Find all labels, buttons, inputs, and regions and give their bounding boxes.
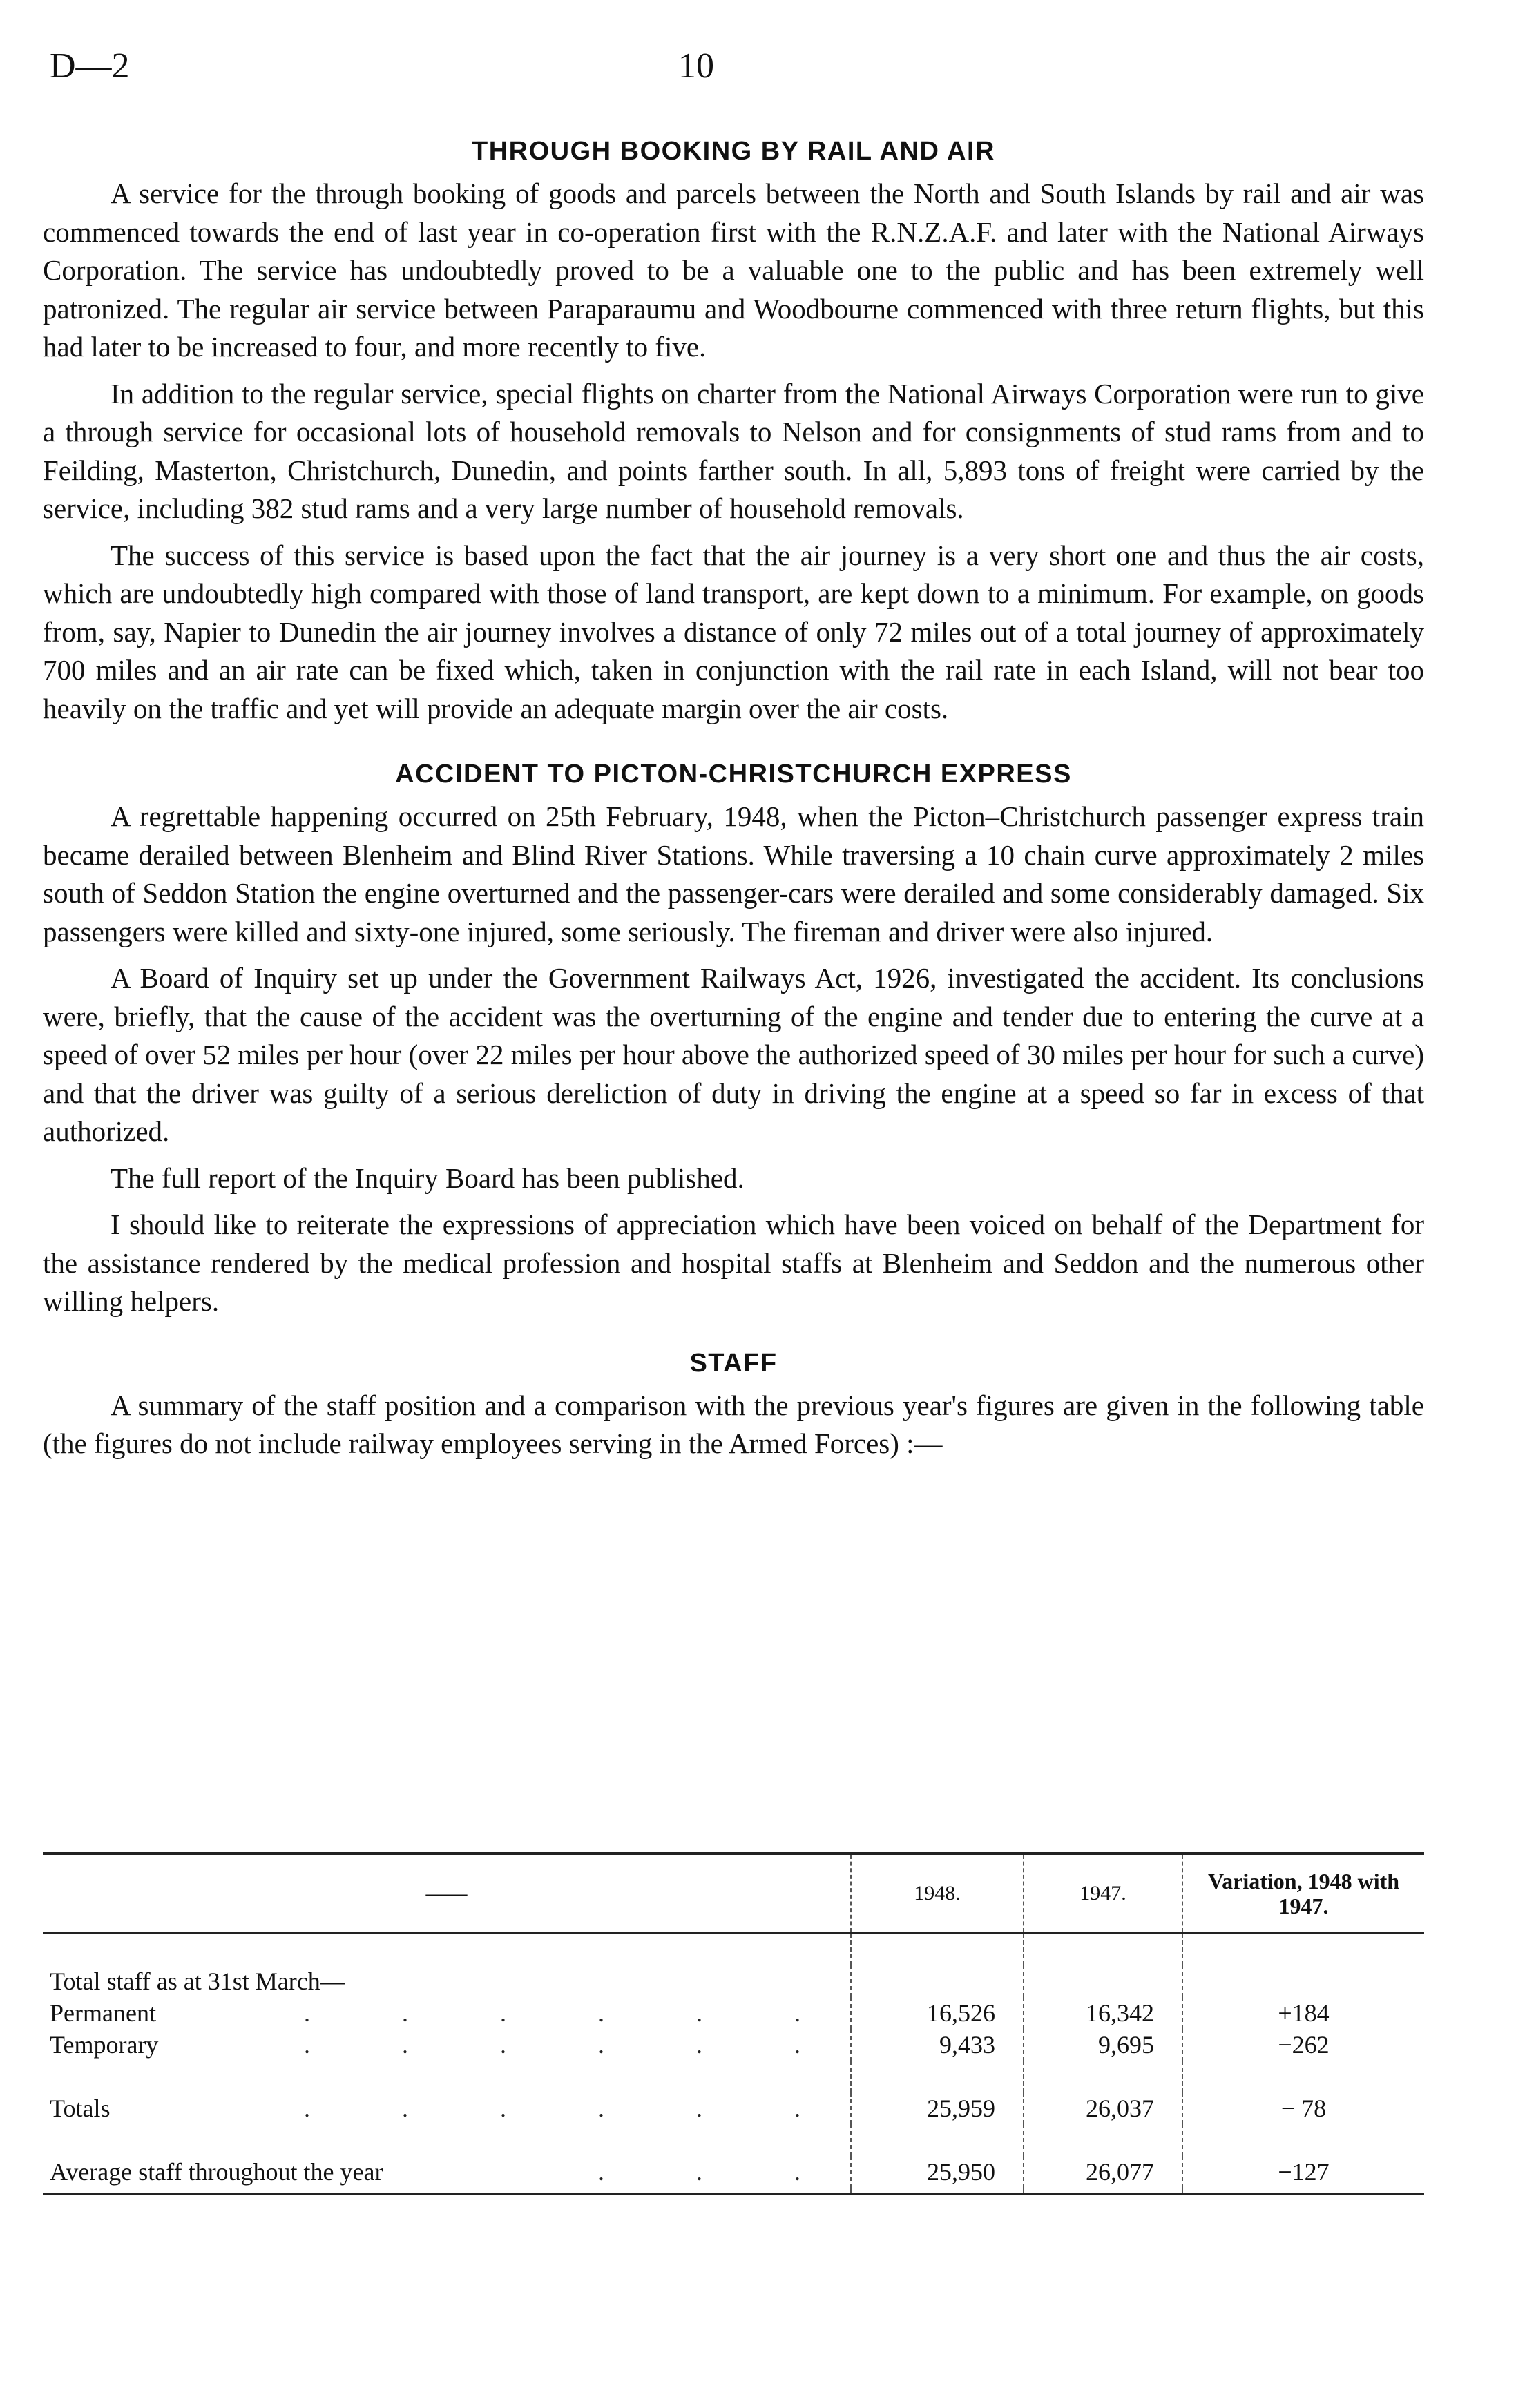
- cell-1948: 16,526: [851, 1997, 1024, 2029]
- cell-1947: 16,342: [1024, 1997, 1182, 2029]
- cell-1948: 9,433: [851, 2029, 1024, 2061]
- row-label: Permanent: [50, 1999, 156, 2027]
- paragraph: A service for the through booking of goods and parcels between the North and South Islands by rail and air was commenced towards the end of last year in co-operation first with the R.N.Z.A.F. and later with the National Airways Corporation. The service has undoubtedly proved to be a valuable one to the public and has been extremely well patronized. The regular air service between Paraparaumu and Woodbourne commenced with three return flights, but this had later to be increased to four, and more recently to five.: [43, 177, 1424, 363]
- row-group-label: Total staff as at 31st March—: [50, 1967, 345, 1995]
- cell-1948: 25,959: [851, 2092, 1024, 2124]
- table-row: [43, 2156, 1424, 2188]
- staff-table: [43, 1852, 1424, 2195]
- cell-variation: − 78: [1182, 2092, 1424, 2124]
- heading-through-booking: THROUGH BOOKING BY RAIL AND AIR: [472, 137, 995, 166]
- row-label: Average staff throughout the year: [50, 2158, 383, 2186]
- paragraph: I should like to reiterate the expressions of appreciation which have been voiced on behalf of the Department for the assistance rendered by the medical profession and hospital staffs at Blenheim and Seddon and the numerous other willing helpers.: [43, 1208, 1424, 1317]
- paragraph: The full report of the Inquiry Board has been published.: [111, 1162, 745, 1194]
- cell-variation: +184: [1182, 1997, 1424, 2029]
- row-label: Temporary: [50, 2031, 159, 2059]
- cell-1947: 26,037: [1024, 2092, 1182, 2124]
- column-header-blank: ——: [43, 1854, 851, 1933]
- paragraph: The success of this service is based upon the fact that the air journey is a very short one and thus the air costs, which are undoubtedly high compared with those of land transport, are kept down to a minimum. For example, on goods from, say, Napier to Dunedin the air journey involves a distance of only 72 miles out of a total journey of approximately 700 miles and an air rate can be fixed which, taken in conjunction with the rail rate in each Island, will not bear too heavily on the traffic and yet will provide an adequate margin over the air costs.: [43, 539, 1424, 724]
- paragraph: In addition to the regular service, special flights on charter from the National Airways Corporation were run to give a through service for occasional lots of household removals to Nelson and for consignments of stud rams from and to Feilding, Masterton, Christchurch, Dunedin, and points farther south. In all, 5,893 tons of freight were carried by the service, including 382 stud rams and a very large number of household removals.: [43, 377, 1424, 524]
- cell-1948: 25,950: [851, 2156, 1024, 2188]
- column-header-1947: 1947.: [1024, 1854, 1182, 1933]
- cell-variation: −127: [1182, 2156, 1424, 2188]
- running-head: [43, 46, 1424, 101]
- table-row: [43, 1997, 1424, 2029]
- heading-accident: ACCIDENT TO PICTON-CHRISTCHURCH EXPRESS: [395, 760, 1072, 789]
- table-row: [43, 1965, 1424, 1997]
- table-row: [43, 2029, 1424, 2061]
- dot-leader: . . . . . .: [304, 2094, 843, 2122]
- body-text: [43, 137, 1424, 1472]
- dot-leader: . . .: [598, 2158, 843, 2186]
- document-reference: D—2: [50, 46, 130, 86]
- dot-leader: . . . . . .: [304, 2031, 843, 2059]
- heading-staff: STAFF: [689, 1348, 778, 1378]
- paragraph: A summary of the staff position and a comparison with the previous year's figures are given in the following table (the figures do not include railway employees serving in the Armed Forces) :—: [43, 1389, 1424, 1459]
- column-header-1948: 1948.: [851, 1854, 1024, 1933]
- cell-variation: −262: [1182, 2029, 1424, 2061]
- dot-leader: . . . . . .: [304, 1999, 843, 2027]
- cell-1947: 9,695: [1024, 2029, 1182, 2061]
- row-label: Totals: [50, 2094, 111, 2122]
- paragraph: A regrettable happening occurred on 25th February, 1948, when the Picton–Christchurch passenger express train became derailed between Blenheim and Blind River Stations. While traversing a 10 chain curve approximately 2 miles south of Seddon Station the engine overturned and the passenger-cars were derailed and some considerably damaged. Six passengers were killed and sixty-one injured, some seriously. The fireman and driver were also injured.: [43, 800, 1424, 947]
- column-header-variation: Variation, 1948 with 1947.: [1182, 1854, 1424, 1933]
- table-row: [43, 2092, 1424, 2124]
- paragraph: A Board of Inquiry set up under the Government Railways Act, 1926, investigated the accident. Its conclusions were, briefly, that the cause of the accident was the overturning of the engine and tender due to entering the curve at a speed of over 52 miles per hour (over 22 miles per hour above the authorized speed of 30 miles per hour for such a curve) and that the driver was guilty of a serious dereliction of duty in driving the engine at a speed so far in excess of that authorized.: [43, 962, 1424, 1147]
- page-number: 10: [678, 46, 714, 86]
- cell-1947: 26,077: [1024, 2156, 1182, 2188]
